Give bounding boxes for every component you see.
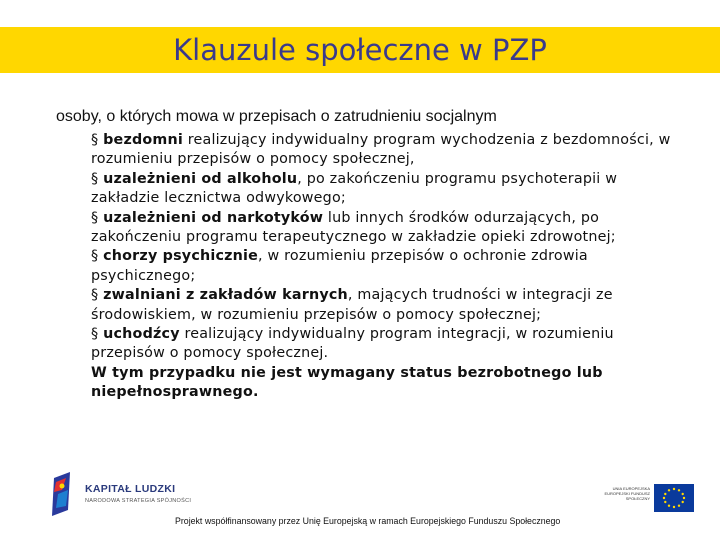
slide-title: Klauzule społeczne w PZP — [173, 33, 547, 67]
final-note-line2: niepełnosprawnego. — [91, 384, 259, 401]
item-text: realizujący indywidualny program integracji, w rozumieniu — [179, 326, 614, 343]
final-note-line1: W tym przypadku nie jest wymagany status bezrobotnego lub — [91, 364, 603, 381]
item-keyword: chorzy psychicznie — [103, 248, 259, 265]
item-keyword: uzależnieni od narkotyków — [103, 209, 324, 226]
item-keyword: uzależnieni od alkoholu — [103, 170, 298, 187]
bullet-marker: § — [91, 209, 99, 226]
item-text: realizujący indywidualny program wychodzenia z bezdomności, w — [183, 132, 671, 148]
bullet-marker: § — [91, 326, 99, 343]
item-keyword: bezdomni — [103, 132, 183, 148]
item-text: , po zakończeniu programu psychoterapii w — [297, 170, 618, 187]
kapital-ludzki-logo — [50, 470, 260, 518]
list-item — [91, 325, 691, 344]
item-keyword: uchodźcy — [103, 326, 180, 343]
item-text: , w rozumieniu przepisów o ochronie zdrowia — [258, 248, 588, 265]
item-continuation: psychicznego; — [91, 267, 196, 284]
item-text: , mających trudności w integracji ze — [347, 287, 613, 304]
eu-logo — [598, 482, 698, 514]
bullet-marker: § — [91, 287, 99, 304]
footer-text: Projekt współfinansowany przez Unię Europejską w ramach Europejskiego Funduszu Społecznego — [175, 516, 561, 526]
item-keyword: zwalniani z zakładów karnych — [103, 287, 348, 304]
list-item — [91, 131, 691, 150]
list-item — [91, 209, 691, 228]
eu-flag-icon — [654, 484, 694, 512]
logo-emblem-icon — [50, 470, 82, 518]
bullet-marker: § — [91, 248, 99, 265]
logo-tagline: NARODOWA STRATEGIA SPÓJNOŚCI — [85, 498, 192, 504]
bullet-marker: § — [91, 170, 99, 187]
list-item — [91, 170, 691, 189]
logo-name: KAPITAŁ LUDZKI — [85, 483, 176, 495]
item-continuation: zakładzie lecznictwa odwykowego; — [91, 190, 346, 207]
list-item — [91, 247, 691, 266]
bullet-list — [91, 131, 691, 403]
item-continuation: zakończeniu programu terapeutycznego w zakładzie opieki zdrowotnej; — [91, 229, 616, 246]
bullet-marker: § — [91, 132, 99, 148]
list-item — [91, 286, 691, 305]
item-continuation: rozumieniu przepisów o pomocy społecznej, — [91, 151, 415, 168]
item-continuation: środowiskiem, w rozumieniu przepisów o pomocy społecznej; — [91, 306, 542, 323]
slide-subtitle: osoby, o których mowa w przepisach o zatrudnieniu socjalnym — [56, 108, 497, 125]
eu-logo-text: UNIA EUROPEJSKA EUROPEJSKI FUNDUSZ SPOŁECZNY — [604, 486, 650, 501]
item-text: lub innych środków odurzających, po — [323, 209, 600, 226]
item-continuation: przepisów o pomocy społecznej. — [91, 345, 329, 362]
